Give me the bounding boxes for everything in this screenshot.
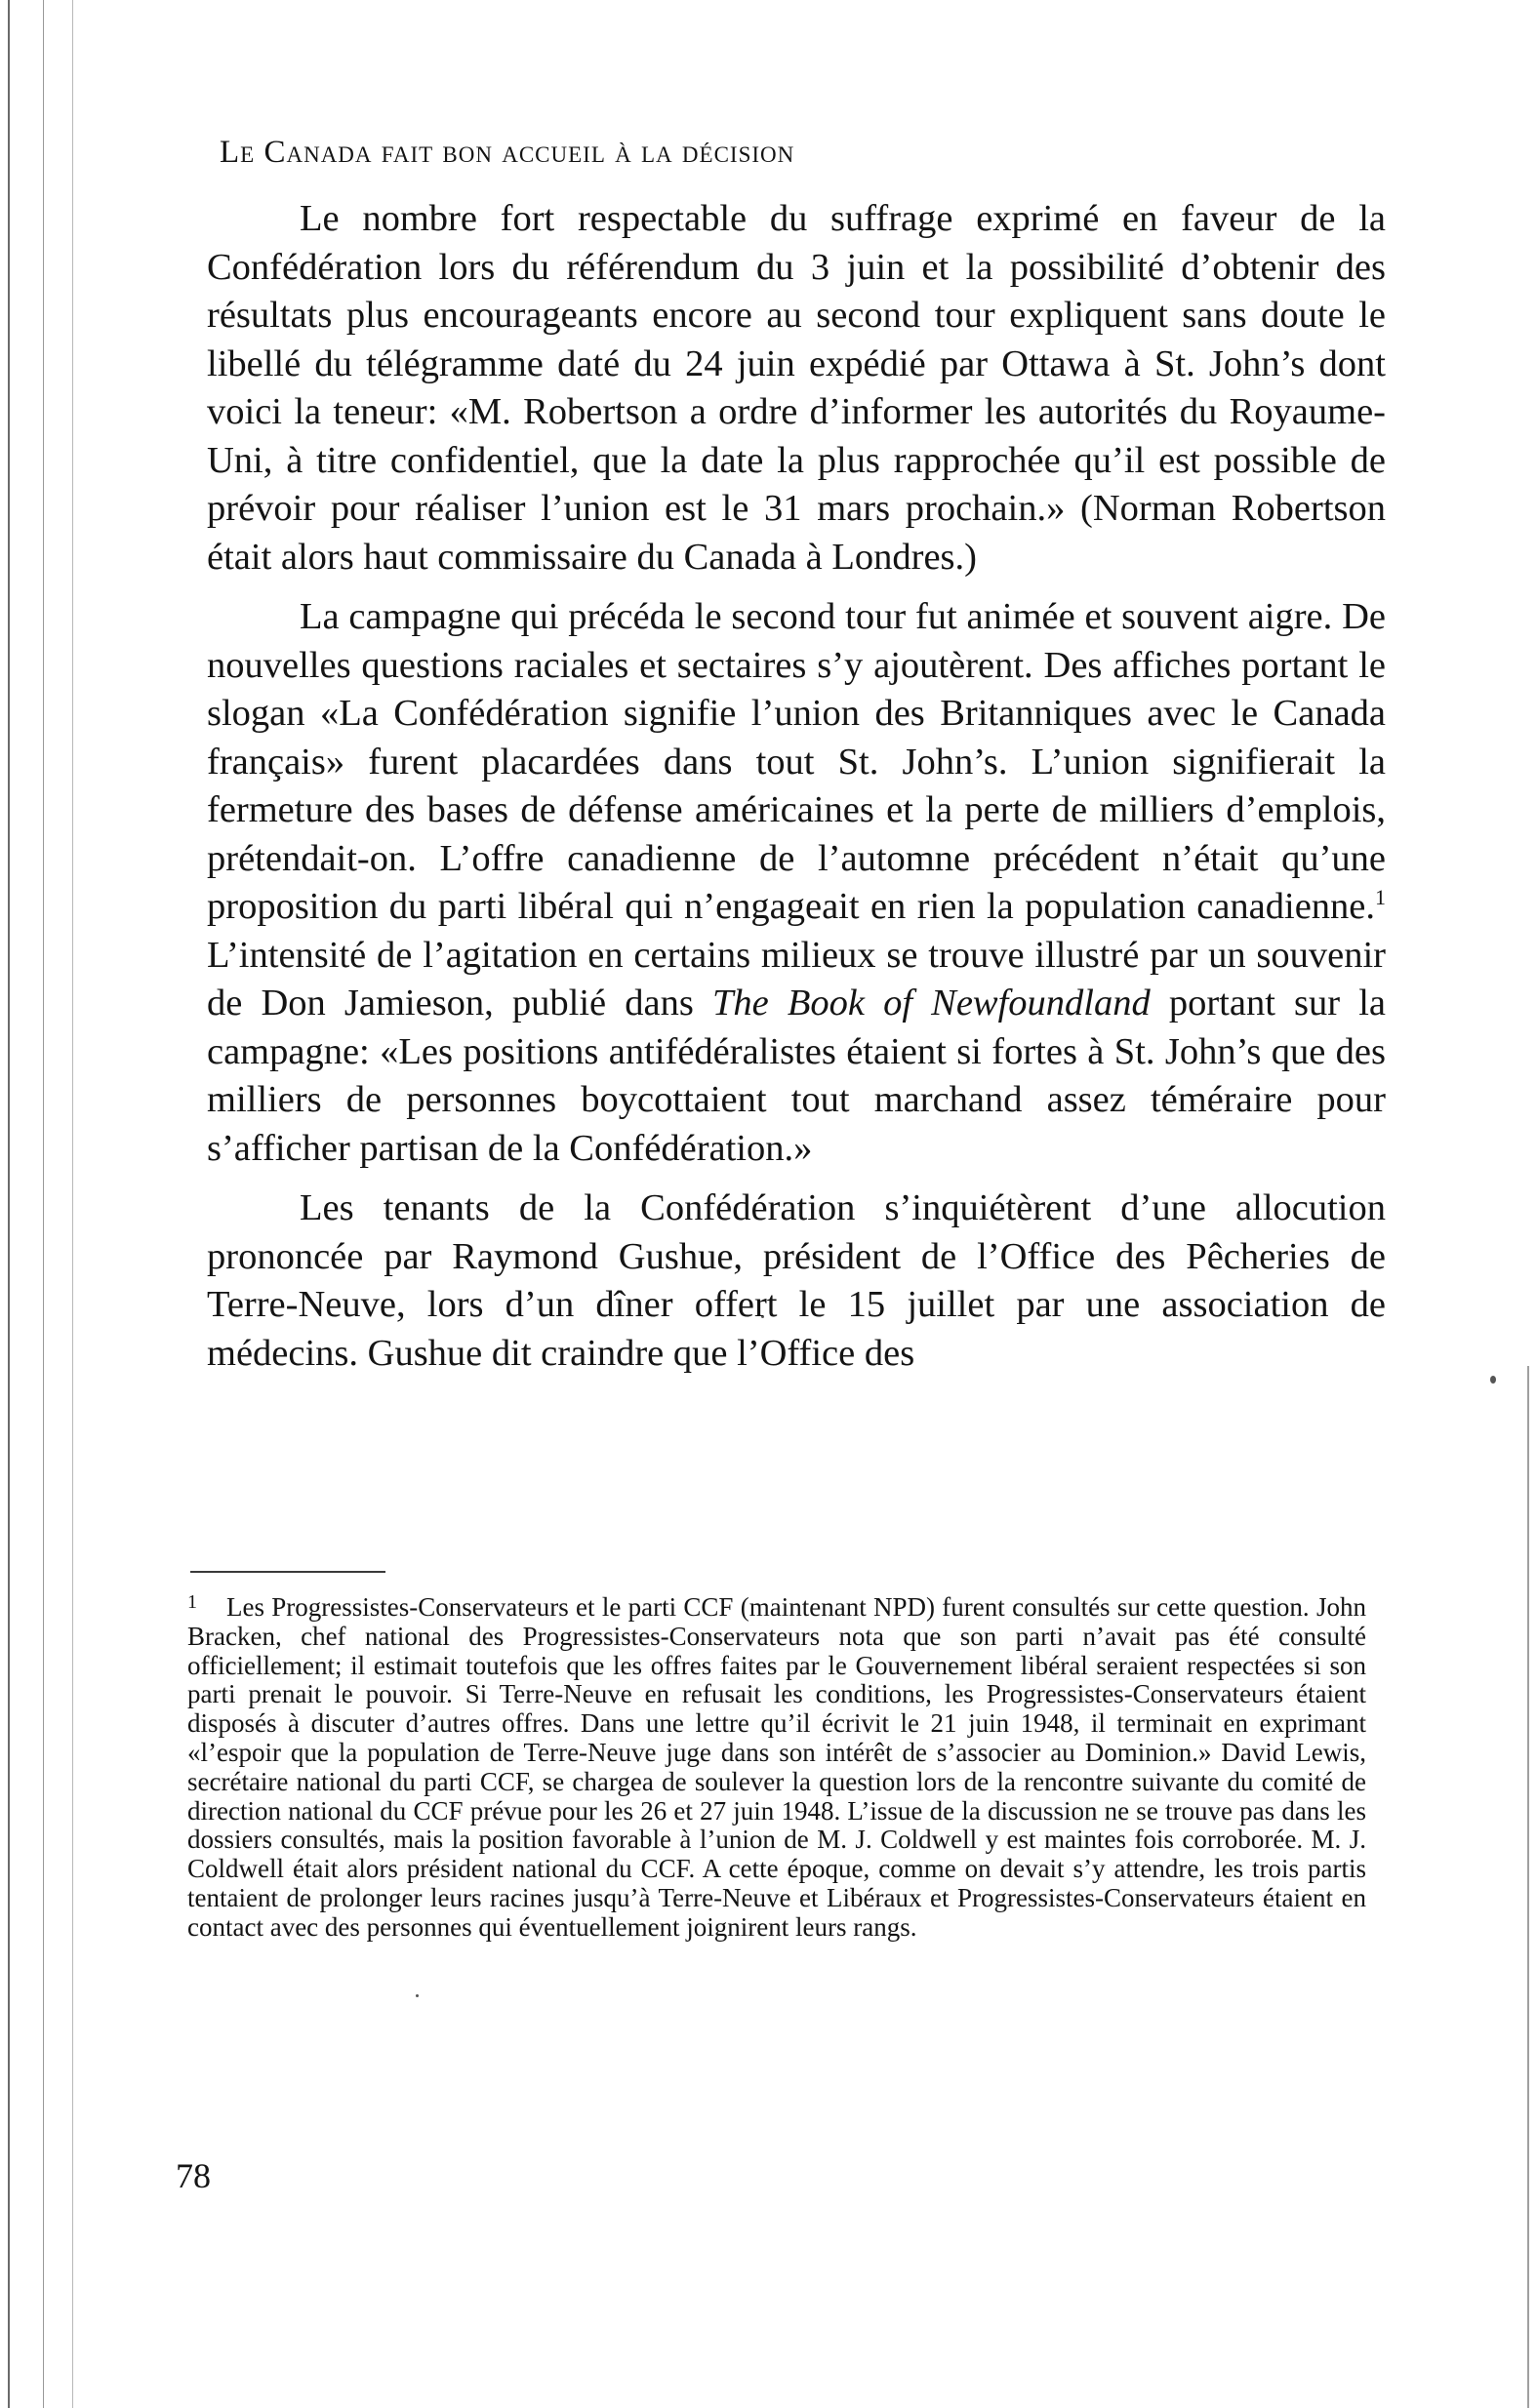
book-title: The Book of Newfoundland [711,983,1151,1023]
footnote-divider [190,1571,385,1573]
paragraph-text: La campagne qui précéda le second tour fut animée et souvent aigre. De nouvelles questions raciales et sectaires s’y ajoutèrent. Des affiches portant le slogan «La Confédération signifie l’union des Britanniques avec le Canada français» furent placardées dans tout St. John’s. L’union signifierait la fermeture des bases de défense américaines et la perte de milliers d’emplois, prétendait-on. L’offre canadienne de l’automne précédent n’était qu’une proposition du parti libéral qui n’engageait en rien la population canadienne. [207,596,1386,927]
scan-edge-shadow [72,0,73,2408]
paragraph: Le nombre fort respectable du suffrage exprimé en faveur de la Confédération lors du référendum du 3 juin et la possibilité d’obtenir des résultats plus encourageants encore au second tour expliquent sans doute le libellé du télégramme daté du 24 juin expédié par Ottawa à St. John’s dont voici la teneur: «M. Robertson a ordre d’informer les autorités du Royaume-Uni, à titre confidentiel, que la date la plus rapprochée qu’il est possible de prévoir pour réaliser l’union est le 31 mars prochain.» (Norman Robertson était alors haut commissaire du Canada à Londres.) [207,198,1386,578]
paragraph: Les tenants de la Confédération s’inquiétèrent d’une allocution prononcée par Raymond Gushue, président de l’Office des Pêcheries de Terre-Neuve, lors d’un dîner offert le 15 juillet par une association de médecins. Gushue dit craindre que l’Office des [207,1187,1386,1374]
scan-edge-shadow [8,0,10,2408]
footnote [187,1588,1366,1943]
scan-edge-shadow [43,0,44,2408]
paragraph-text: L’intensité de l’agitation en certains milieux se trouve illustré par un souvenir de Don Jamieson, publié dans [207,934,1386,1023]
paragraph [207,593,1386,1173]
section-heading: Le Canada fait bon accueil à la décision [220,135,795,170]
footnote-reference: 1 [1375,885,1386,909]
scan-edge-shadow [1527,1366,1529,2408]
scan-speck [1490,1376,1496,1384]
footnote-text: Les Progressistes-Conservateurs et le parti CCF (maintenant NPD) furent consultés sur cette question. John Bracken, chef national des Progressistes-Conservateurs nota que son parti n’avait pas été consulté officiellement; il estimait toutefois que les offres faites par le Gouvernement libéral seraient respectées si son parti prenait le pouvoir. Si Terre-Neuve en refusait les conditions, les Progressistes-Conservateurs étaient disposés à discuter d’autres offres. Dans une lettre qu’il écrivit le 21 juin 1948, il terminait en exprimant «l’espoir que la population de Terre-Neuve juge dans son intérêt de s’associer au Dominion.» David Lewis, secrétaire national du parti CCF, se chargea de soulever la question lors de la rencontre suivante du comité de direction national du CCF prévue pour les 26 et 27 juin 1948. L’issue de la discussion ne se trouve pas dans les dossiers consultés, mais la position favorable à l’union de M. J. Coldwell y est maintes fois corroborée. M. J. Coldwell était alors président national du CCF. A cette époque, comme on devait s’y attendre, les trois partis tentaient de prolonger leurs racines jusqu’à Terre-Neuve et Libéraux et Progressistes-Conservateurs étaient en contact avec des personnes qui éventuellement joignirent leurs rangs. [187,1592,1366,1942]
scan-speck [416,1994,419,1997]
paragraph-text: portant sur la campagne: «Les positions antifédéralistes étaient si fortes à St. John’s que des milliers de personnes boycottaient tout marchand assez téméraire pour s’afficher partisan de la Confédération.» [207,983,1386,1169]
page-number: 78 [176,2156,211,2195]
body-text [207,195,1386,1378]
footnote-marker: 1 [187,1591,197,1613]
